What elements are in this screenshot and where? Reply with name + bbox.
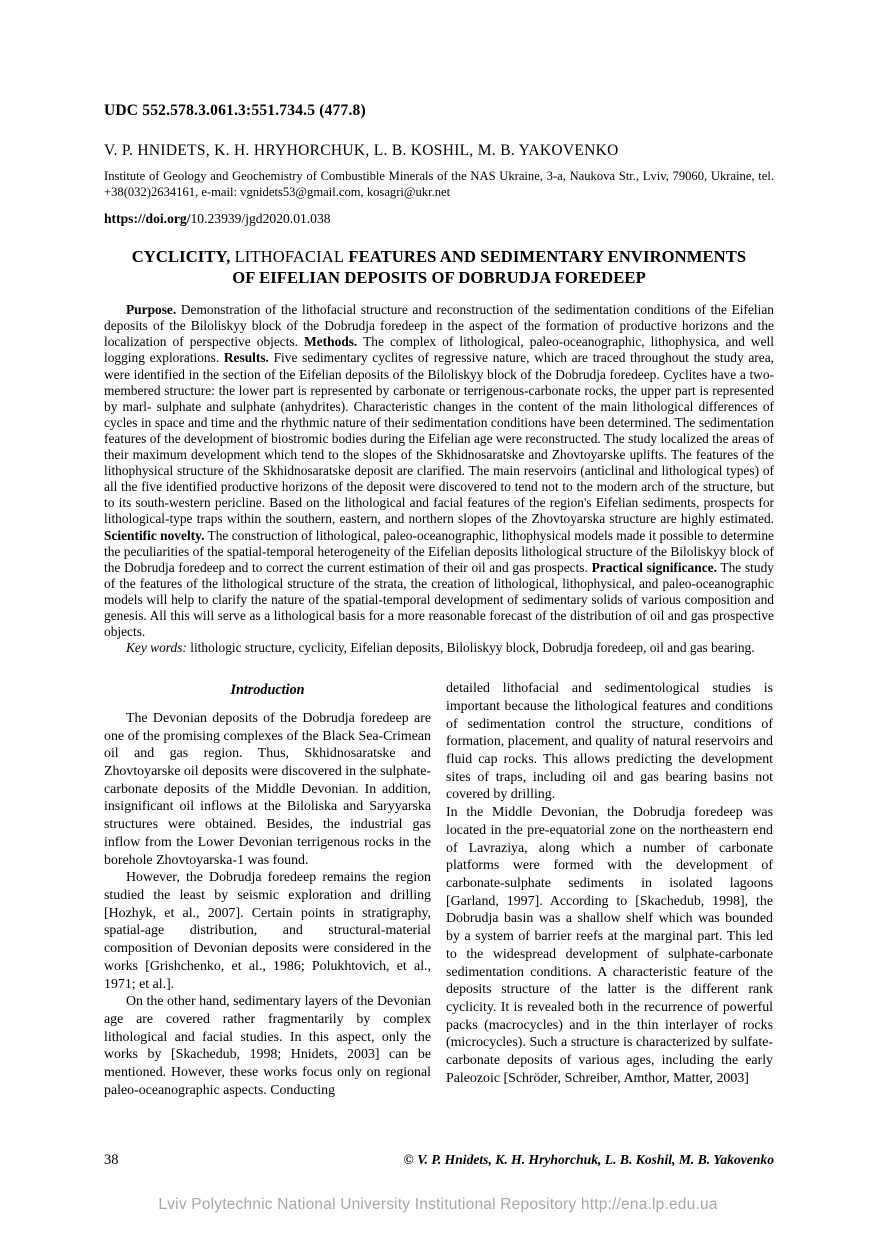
abstract-text-methods: The complex of lithological, paleo-oceanographic, lithophysica, and well logging explorations. bbox=[104, 334, 774, 366]
intro-left-paragraph-1: The Devonian deposits of the Dobrudja foredeep are one of the promising complexes of the Black Sea-Crimean oil and gas region. Thus, Skhidnosaratske and Zhovtoyarske oil deposits were discovered in the sulphate-carbonate deposits of the Middle Devonian. In addition, insignificant oil inflows at the Biloliska and Saryyarska structures were obtained. Besides, the industrial gas inflow from the Lower Devonian terrigenous rocks in the borehole Zhovtoyarska-1 was found. bbox=[104, 710, 431, 868]
keywords-label: Key words: bbox=[126, 640, 187, 656]
abstract-text-results: Five sedimentary cyclites of regressive nature, which are traced throughout the study area, were identified in the section of the Eifelian deposits of the Biloliskyy block of the Dobrudja foredeep. Cyclites have a two-membered structure: the lower part is represented by carbonate or terrigenous-carbonate rocks, the upper part is represented by marl- sulphate and sulphate (anhydrites). Characteristic changes in the content of the main lithological differences of cycles in space and time and the rhythmic nature of their sedimentation conditions have been determined. The sedimentation features of the development of biostromic bodies during the Eifelian age were reconstructed. The study localized the areas of their maximum development which tend to the slopes of the Skhidnosaratske and Zhovtoyarske uplifts. The features of the lithophysical structure of the Skhidnosaratske deposit are clarified. The main reservoirs (anticlinal and lithological types) of all the five identified productive horizons of the deposit were discovered to tend not to the modern arch of the structure, but to its south-western pericline. Based on the lithological and facial features of the region's Eifelian sediments, prospects for lithological-type traps within the southern, eastern, and northern slopes of the Zhovtoyarska structure are highly estimated. bbox=[104, 350, 774, 527]
repository-watermark: Lviv Polytechnic National University Institutional Repository http://ena.lp.edu.ua bbox=[158, 1196, 718, 1213]
two-column-body bbox=[104, 680, 774, 1099]
affiliation-text: Institute of Geology and Geochemistry of Combustible Minerals of the NAS Ukraine, 3-a, Naukova Str., Lviv, 79060, Ukraine, tel. +38(032)2634161, e-mail: vgnidets53@gmail.com, kosagri@ukr.net bbox=[104, 169, 774, 199]
keywords-text: lithologic structure, cyclicity, Eifelian deposits, Biloliskyy block, Dobrudja foredeep, oil and gas bearing. bbox=[186, 640, 755, 656]
doi-number: 10.23939/jgd2020.01.038 bbox=[190, 211, 331, 227]
intro-left-paragraph-3: On the other hand, sedimentary layers of the Devonian age are covered rather fragmentarily by complex lithological and facial studies. In this aspect, only the works by [Skachedub, 1998; Hnidets, 2003] can be mentioned. However, these works focus only on regional paleo-oceanographic aspects. Conducting bbox=[104, 994, 431, 1098]
abstract-text-novelty: The construction of lithological, paleo-oceanographic, lithophysical models made it possible to determine the peculiarities of the spatial-temporal heterogeneity of the Eifelian deposits lithological structure of the Biloliskyy block of the Dobrudja foredeep and to correct the current estimation of their oil and gas prospects. bbox=[104, 527, 775, 575]
doi-prefix: https://doi.org/ bbox=[104, 211, 191, 227]
abstract-text-purpose: Demonstration of the lithofacial structure and reconstruction of the sedimentation conditions of the Eifelian deposits of the Biloliskyy block of the Dobrudja foredeep in the aspect of the formation of productive horizons and the localization of perspective objects. bbox=[104, 302, 774, 350]
intro-right-paragraph-1: detailed lithofacial and sedimentological studies is important because the lithological features and conditions of sedimentation control the structure, conditions of formation, placement, and quality of natural reservoirs and fluid cap rocks. This allows predicting the development sites of traps, including oil and gas bearing basins not covered by drilling. bbox=[446, 681, 773, 803]
article-title bbox=[104, 246, 774, 288]
title-line-2: OF EIFELIAN DEPOSITS OF DOBRUDJA FOREDEEP bbox=[232, 268, 646, 288]
title-part-1: CYCLICITY, bbox=[131, 247, 235, 267]
abstract-text-significance: The study of the features of the lithological structure of the strata, the creation of lithological, lithophysical, and paleo-oceanographic models will help to clarify the nature of the spatial-temporal development of sedimentary solids of various composition and genesis. All this will serve as a lithological basis for a more reasonable forecast of the distribution of oil and gas prospective objects. bbox=[104, 559, 774, 640]
authors-line: V. P. HNIDETS, K. H. HRYHORCHUK, L. B. KOSHIL, M. B. YAKOVENKO bbox=[104, 142, 619, 159]
abstract-label-results: Results. bbox=[223, 350, 269, 366]
abstract-label-novelty: Scientific novelty. bbox=[104, 527, 205, 543]
intro-left-paragraph-2: However, the Dobrudja foredeep remains the region studied the least by seismic exploration and drilling [Hozhyk, et al., 2007]. Certain points in stratigraphy, spatial-age distribution, and structural-material composition of Devonian deposits were considered in the works [Grishchenko, et al., 1986; Polukhtovich, et al., 1971; et al.]. bbox=[104, 870, 431, 992]
title-part-2: LITHOFACIAL bbox=[234, 247, 345, 267]
title-part-3: FEATURES AND SEDIMENTARY ENVIRONMENTS bbox=[344, 247, 747, 267]
right-column bbox=[446, 680, 773, 1099]
abstract-label-significance: Practical significance. bbox=[591, 559, 717, 575]
page-footer bbox=[104, 1152, 774, 1169]
abstract-paragraph bbox=[104, 302, 774, 640]
intro-right-paragraph-2: In the Middle Devonian, the Dobrudja foredeep was located in the pre-equatorial zone on the northeastern end of Lavraziya, along which a number of carbonate platforms were formed with the development of carbonate-sulphate sediments in isolated lagoons [Garland, 1997]. According to [Skachedub, 1998], the Dobrudja basin was a shallow shelf which was bounded by a system of barrier reefs at the marginal part. This led to the widespread development of sulphate-carbonate sedimentation conditions. A characteristic feature of the deposits structure of the latter is the different rank cyclicity. It is revealed both in the recurrence of powerful packs (macrocycles) and in the thin interlayer of rocks (microcycles). Such a structure is characterized by sulfate-carbonate deposits of various ages, including the early Paleozoic [Schröder, Schreiber, Amthor, Matter, 2003] bbox=[446, 805, 773, 1086]
udc-code: UDC 552.578.3.061.3:551.734.5 (477.8) bbox=[104, 102, 366, 119]
left-column bbox=[104, 680, 431, 1099]
abstract-label-purpose: Purpose. bbox=[126, 302, 177, 318]
doi-line bbox=[104, 211, 774, 227]
page-number: 38 bbox=[104, 1152, 119, 1168]
introduction-heading: Introduction bbox=[230, 682, 305, 699]
abstract-label-methods: Methods. bbox=[304, 334, 358, 350]
copyright-line: © V. P. Hnidets, K. H. Hryhorchuk, L. B. Koshil, M. B. Yakovenko bbox=[403, 1152, 774, 1167]
keywords-paragraph bbox=[104, 640, 774, 656]
page-content bbox=[104, 0, 774, 1099]
